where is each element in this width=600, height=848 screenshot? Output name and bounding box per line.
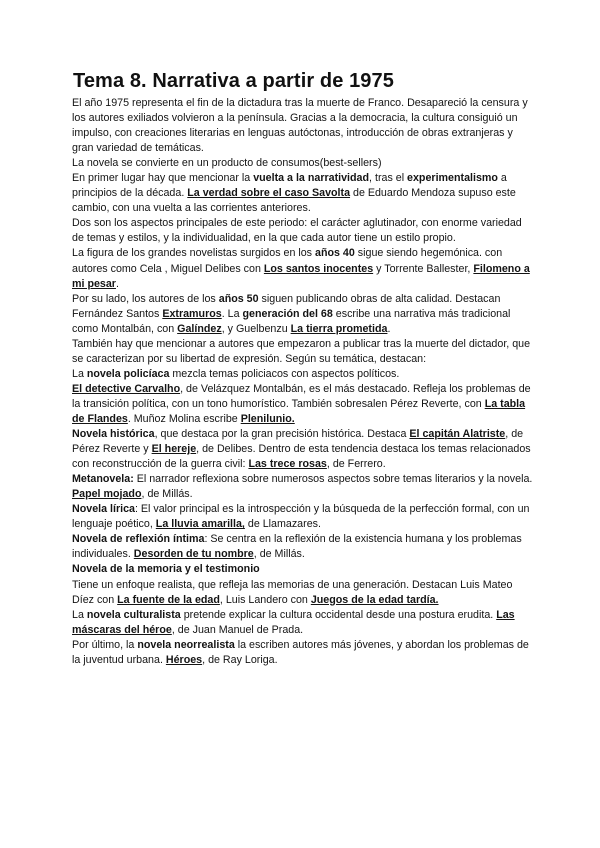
body-text: escribe una narrativa más tradicional como Montalbán, con (72, 307, 511, 335)
body-text: La figura de los grandes novelistas surgidos en los (72, 247, 315, 260)
book-title: El detective Carvalho (72, 382, 181, 395)
body-text: , de Velázquez Montalbán, es el más destacado. Refleja los problemas de la transición política, con un tono humorístico. También sobresalen Pérez Reverte, con (72, 382, 531, 410)
book-title: El capitán Alatriste (409, 428, 506, 441)
body-text: : El valor principal es la introspección y la búsqueda de la perfección formal, con un lenguaje poético, (72, 503, 530, 531)
paragraph (72, 292, 534, 337)
paragraph (72, 562, 534, 577)
body-text: siguen publicando obras de alta calidad. Destacan Fernández Santos (72, 292, 501, 320)
paragraph (72, 246, 534, 291)
book-title: El hereje (151, 443, 197, 456)
body-text: : Se centra en la reflexión de la existencia humana y los problemas individuales. (72, 533, 522, 561)
body-text: de Eduardo Mendoza supuso este cambio, con una vuelta a las corrientes anteriores. (72, 187, 516, 215)
book-title: Plenilunio. (240, 412, 295, 425)
book-title: Las trece rosas (248, 458, 327, 471)
emphasis-text: novela policíaca (86, 367, 170, 380)
body-text: , de Ray Loriga. (202, 653, 278, 666)
body-text: Tiene un enfoque realista, que refleja las memorias de una generación. Destacan Luis Mateo Díez con (72, 578, 513, 606)
body-text: la escriben autores más jóvenes, y abordan los problemas de la juventud urbana. (72, 638, 529, 666)
body-text: , de Juan Manuel de Prada. (171, 623, 304, 636)
body-text: , Luis Landero con (219, 593, 311, 606)
emphasis-text: novela culturalista (86, 608, 181, 621)
body-text: La novela se convierte en un producto de consumos(best-sellers) (72, 157, 382, 170)
book-title-strong (152, 443, 197, 455)
emphasis-text: novela neorrealista (137, 638, 235, 651)
book-title-strong (72, 383, 180, 395)
emphasis-text: años 40 (315, 247, 355, 260)
book-title: Desorden de tu nombre (133, 548, 254, 561)
book-title-strong (290, 322, 391, 335)
paragraph (72, 382, 534, 427)
body-text: Dos son los aspectos principales de este periodo: el carácter aglutinador, con enorme variedad de temas y estilos, y la individualidad, en la que cada autor tiene un estilo propio. (72, 217, 522, 245)
paragraph (72, 502, 534, 532)
body-text: El año 1975 representa el fin de la dictadura tras la muerte de Franco. Desapareció la censura y los autores exiliados volvieron a la península. Gracias a la democracia, la cultura consiguió un impulso, con creaciones literarias en lenguas autóctonas, introducción de obras extranjeras y gran variedad de temáticas. (72, 97, 528, 155)
book-title-strong (162, 308, 221, 320)
book-title-strong (409, 428, 505, 440)
emphasis-text: vuelta a la narratividad (253, 172, 370, 185)
body-text: También hay que mencionar a autores que empezaron a publicar tras la muerte del dictador, que se caracterizan por su libertad de expresión. Según su temática, destacan: (72, 337, 531, 365)
emphasis-text: Novela de reflexión íntima (72, 533, 205, 546)
emphasis-text: experimentalismo (407, 172, 498, 185)
book-title: La lluvia amarilla, (155, 518, 245, 531)
paragraph (72, 608, 534, 638)
emphasis-text: Novela lírica (72, 503, 135, 516)
body-text: Por su lado, los autores de los (72, 292, 219, 305)
body-text: , de Pérez Reverte y (72, 428, 524, 456)
emphasis-text: Novela de la memoria y el testimonio (72, 563, 260, 576)
paragraph (72, 638, 534, 668)
paragraph (72, 427, 534, 472)
book-title: Héroes (165, 653, 203, 666)
book-title-strong (187, 187, 350, 199)
body-text: El narrador reflexiona sobre numerosos aspectos sobre temas literarios y la novela. (133, 473, 533, 486)
body-text: La (72, 367, 87, 380)
book-title: La tabla de Flandes (72, 397, 526, 425)
book-title-strong (264, 263, 373, 275)
body-text: , de Millás. (253, 548, 305, 561)
book-title-strong (166, 654, 202, 666)
book-title: Las máscaras del héroe (72, 608, 515, 636)
book-title: La verdad sobre el caso Savolta (187, 187, 351, 200)
body-text: , de Ferrero. (326, 458, 386, 471)
paragraph (72, 156, 534, 171)
body-text: , tras el (369, 172, 408, 185)
emphasis-text: años 50 (218, 292, 259, 305)
body-text: pretende explicar la cultura occidental desde una postura erudita. (180, 608, 497, 621)
book-title: La fuente de la edad (117, 593, 220, 606)
emphasis-text: Metanovela: (72, 473, 134, 486)
body-text: , de Delibes. Dentro de esta tendencia destaca los temas relacionados con reconstrucción de la guerra civil: (72, 443, 531, 471)
body-text: sigue siendo hegemónica. con autores como Cela , Miguel Delibes con (72, 247, 503, 275)
body-text: . La (221, 307, 243, 320)
body-text: , que destaca por la gran precisión histórica. Destaca (154, 428, 410, 441)
book-title-strong (117, 594, 220, 606)
body-text: La (72, 608, 87, 621)
book-title-strong (177, 323, 222, 335)
book-title-strong (248, 458, 326, 470)
page-title: Tema 8. Narrativa a partir de 1975 (73, 70, 394, 92)
paragraph (72, 96, 534, 156)
book-title: Filomeno a mi pesar (72, 262, 530, 290)
body-text: , de Millás. (141, 488, 193, 501)
paragraph (72, 472, 534, 502)
book-title-strong (156, 518, 245, 530)
body-text: mezcla temas policiacos con aspectos políticos. (169, 367, 400, 380)
body-text: a principios de la década. (72, 172, 507, 200)
book-title: La tierra prometida (290, 322, 388, 335)
book-title: Juegos de la edad tardía. (310, 593, 439, 606)
body-text: En primer lugar hay que mencionar la (72, 172, 254, 185)
book-title: Los santos inocentes (263, 262, 374, 275)
paragraph (72, 367, 534, 382)
body-text: de Llamazares. (244, 518, 321, 531)
emphasis-text: generación del 68 (242, 307, 333, 320)
body-text: , y Guelbenzu (221, 322, 291, 335)
book-title-strong (134, 548, 254, 560)
paragraph (72, 216, 534, 246)
book-title: Extramuros (162, 307, 222, 320)
body-text: . (387, 322, 391, 335)
emphasis-text: Novela histórica (72, 428, 155, 441)
book-title: Galíndez (177, 322, 222, 335)
paragraph (72, 337, 534, 367)
document-body (72, 96, 534, 668)
paragraph (72, 578, 534, 608)
body-text: . Muñoz Molina escribe (127, 412, 241, 425)
paragraph (72, 171, 534, 216)
book-title-strong (241, 413, 295, 425)
book-title-strong (72, 488, 142, 500)
book-title-strong (311, 594, 439, 606)
paragraph (72, 532, 534, 562)
body-text: Por último, la (72, 638, 138, 651)
book-title: Papel mojado (72, 488, 142, 501)
body-text: . (115, 277, 119, 290)
body-text: y Torrente Ballester, (373, 262, 474, 275)
